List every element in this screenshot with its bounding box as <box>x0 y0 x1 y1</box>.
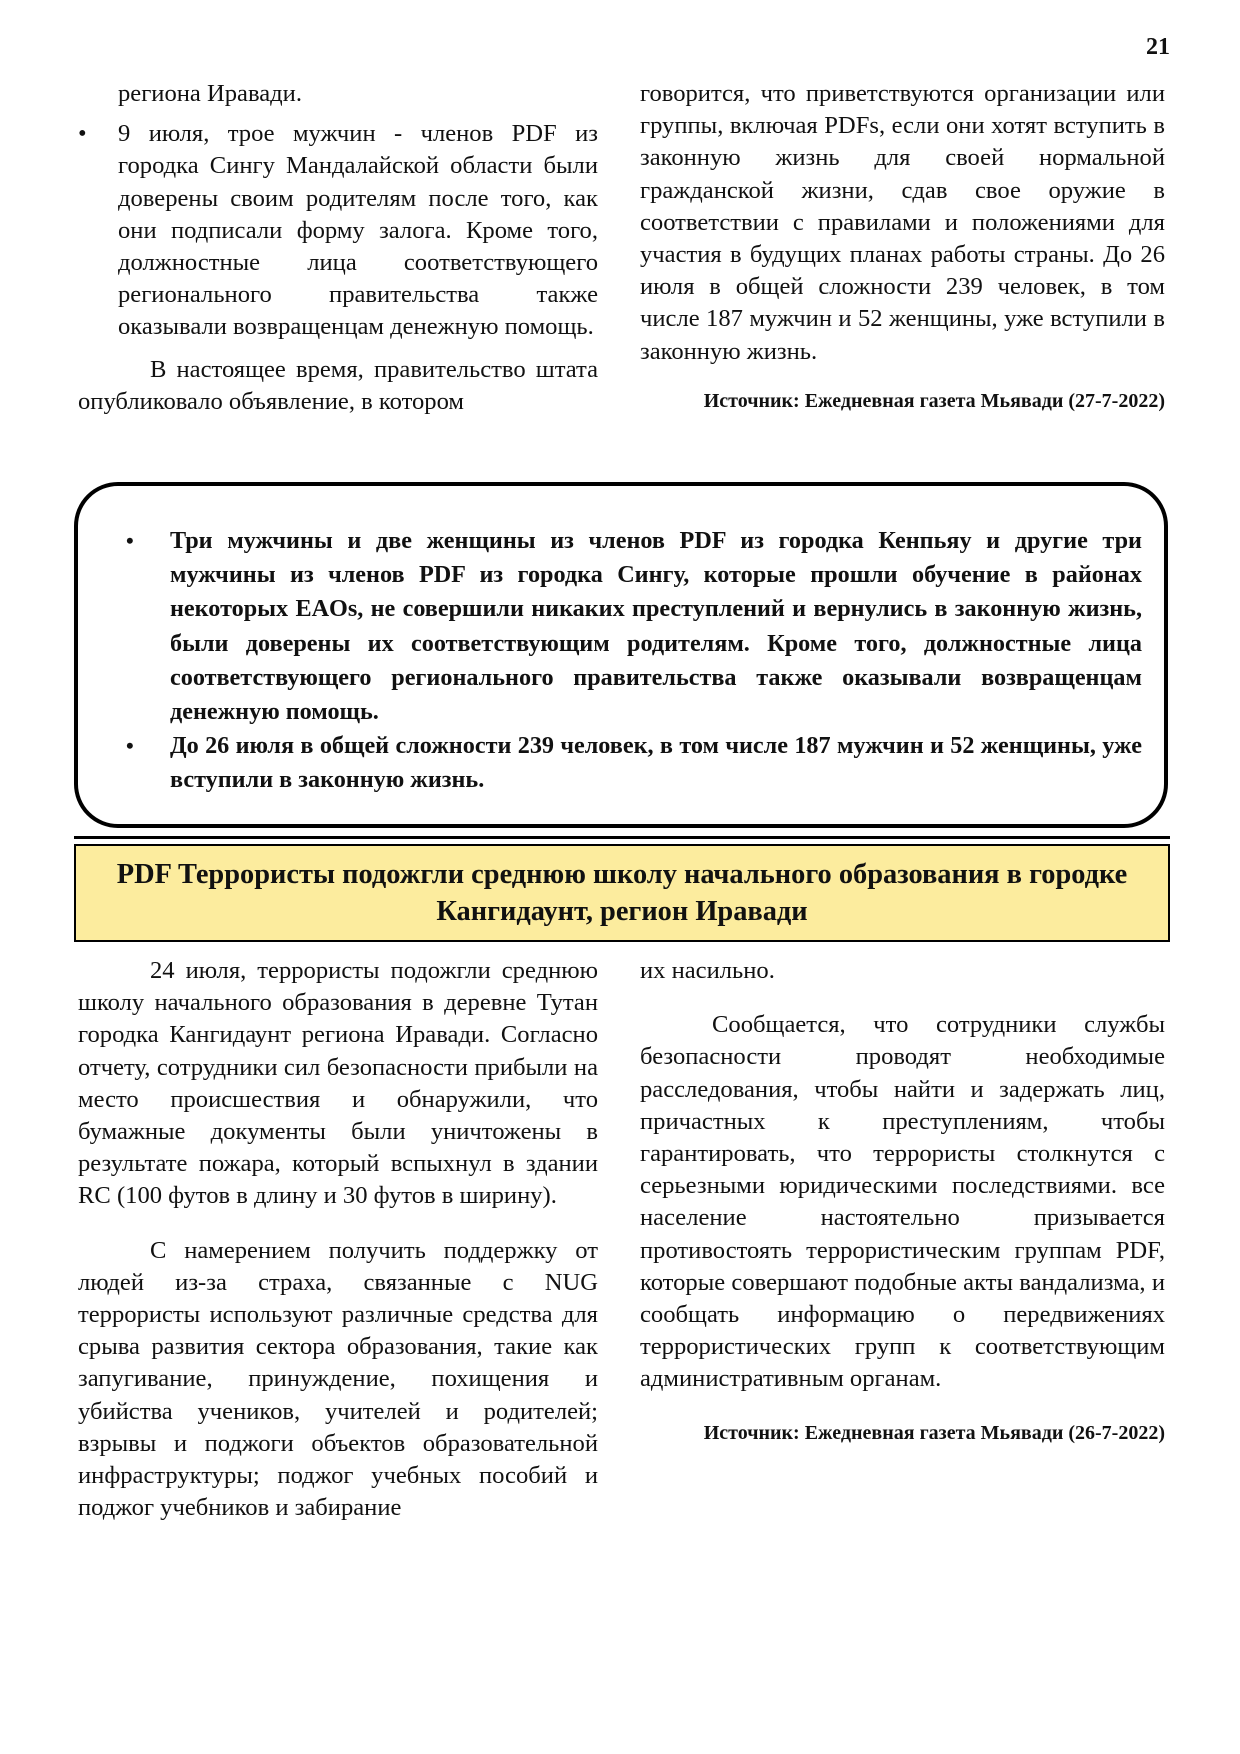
article2-left-column <box>78 955 598 1524</box>
paragraph: С намерением получить поддержку от людей из-за страха, связанные с NUG террористы используют различные средства для срыва развития сектора образования, такие как запугивание, принуждение, похищения и убийства учеников, учителей и родителей; взрывы и поджоги объектов образовательной инфраструктуры; поджог учебных пособий и поджог учебников и забирание <box>78 1236 598 1522</box>
article2-right-column <box>640 955 1165 1446</box>
summary-box <box>74 482 1168 828</box>
list-item: • 9 июля, трое мужчин - членов PDF из городка Сингу Мандалайской области были доверены своим родителям после того, как они подписали форму залога. Кроме того, должностные лица соответствующего регионального правительства также оказывали возвращенцам денежную помощь. <box>78 118 598 343</box>
paragraph: Сообщается, что сотрудники службы безопасности проводят необходимые расследования, чтобы найти и задержать лиц, причастных к преступлениям, чтобы гарантировать, что террористы столкнутся с серьезными юридическими последствиями. все население настоятельно призывается противостоять террористическим группам PDF, которые совершают подобные акты вандализма, и сообщать информацию о передвижениях террористических групп к соответствующим административным органам. <box>640 1011 1165 1393</box>
page-number: 21 <box>1146 34 1170 60</box>
continuation-text: их насильно. <box>640 957 775 984</box>
continuation-text: региона Иравади. <box>118 80 302 107</box>
article1-left-column <box>78 78 598 418</box>
paragraph: 24 июля, террористы подожгли среднюю школу начального образования в деревне Тутан городка Кангидаунт региона Иравади. Согласно отчету, сотрудники сил безопасности прибыли на место происшествия и обнаружили, что бумажные документы были уничтожены в результате пожара, который вспыхнул в здании RC (100 футов в длину и 30 футов в ширину). <box>78 957 598 1210</box>
divider <box>74 836 1170 839</box>
bullet-list <box>78 118 598 343</box>
article-headline: PDF Террористы подожгли среднюю школу начального образования в городке Кангидаунт, регион Иравади <box>74 844 1170 942</box>
article1-right-column <box>640 78 1165 414</box>
summary-item: • До 26 июля в общей сложности 239 человек, в том числе 187 мужчин и 52 женщины, уже вступили в законную жизнь. <box>118 729 1142 797</box>
source-citation: Источник: Ежедневная газета Мьявади (26-7-2022) <box>703 1421 1165 1444</box>
summary-list <box>118 524 1142 798</box>
paragraph: В настоящее время, правительство штата опубликовало объявление, в котором <box>78 355 598 415</box>
source-citation: Источник: Ежедневная газета Мьявади (27-7-2022) <box>703 389 1165 412</box>
paragraph: говорится, что приветствуются организации или группы, включая PDFs, если они хотят вступить в законную жизнь для своей нормальной гражданской жизни, сдав свое оружие в соответствии с правилами и положениями для участия в будущих планах работы страны. До 26 июля в общей сложности 239 человек, в том числе 187 мужчин и 52 женщины, уже вступили в законную жизнь. <box>640 80 1165 365</box>
summary-item: • Три мужчины и две женщины из членов PDF из городка Кенпьяу и другие три мужчины из членов PDF из городка Сингу, которые прошли обучение в районах некоторых EAOs, не совершили никаких преступлений и вернулись в законную жизнь, были доверены их соответствующим родителям. Кроме того, должностные лица соответствующего регионального правительства также оказывали возвращенцам денежную помощь. <box>118 524 1142 729</box>
